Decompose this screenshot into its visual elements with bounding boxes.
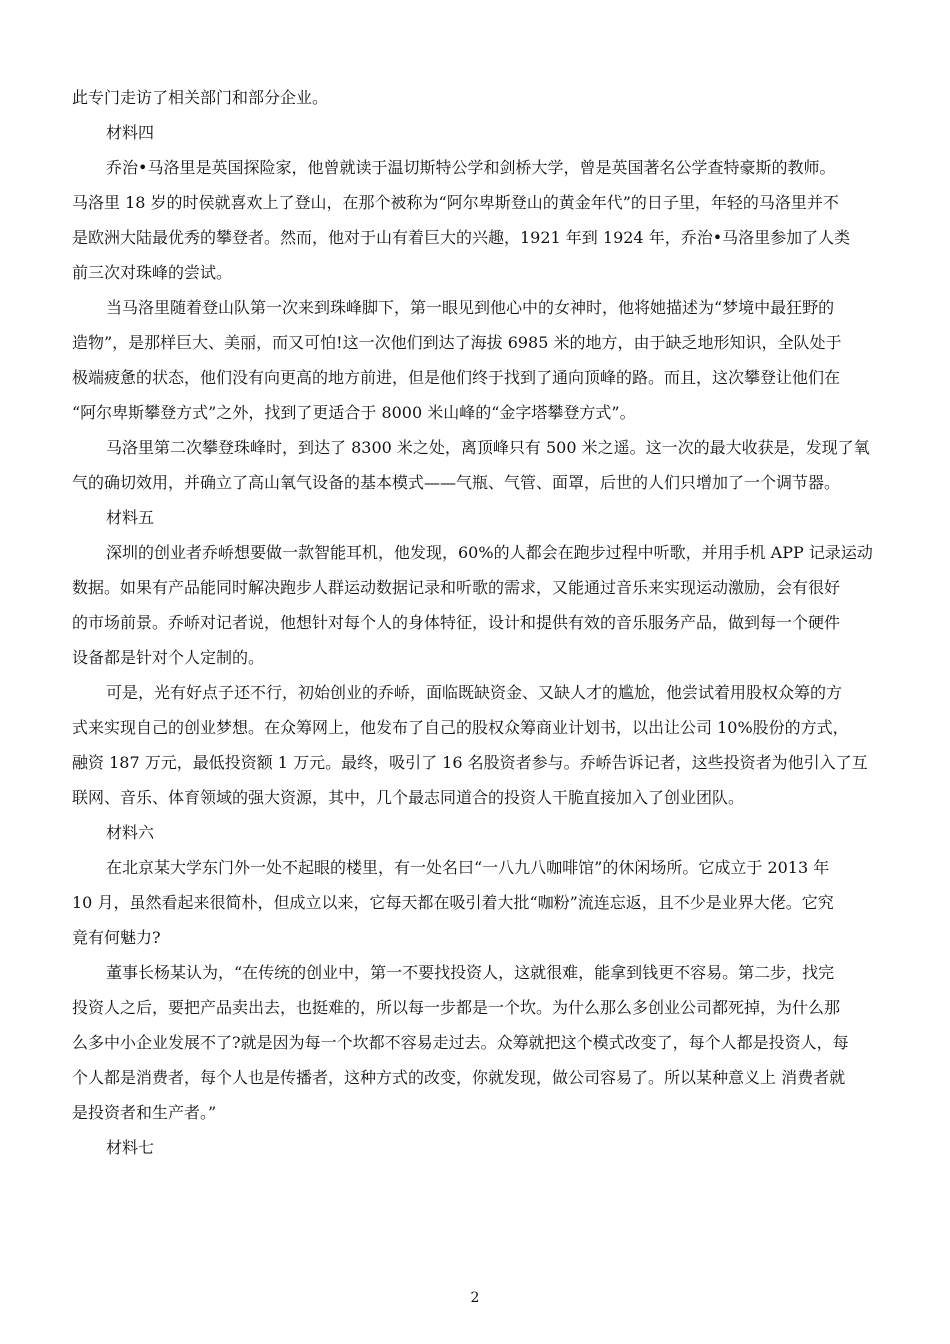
text-line: 投资人之后，要把产品卖出去，也挺难的，所以每一步都是一个坎。为什么那么多创业公司都死掉，为什么那 <box>72 998 841 1017</box>
text-line: 深圳的创业者乔峤想要做一款智能耳机，他发现，60%的人都会在跑步过程中听歌，并用手机 APP 记录运动 <box>106 543 873 562</box>
text-line: 极端疲惫的状态，他们没有向更高的地方前进，但是他们终于找到了通向顶峰的路。而且，这次攀登让他们在 <box>72 368 841 387</box>
text-line: 此专门走访了相关部门和部分企业。 <box>72 88 329 107</box>
page-number: 2 <box>470 1290 480 1306</box>
text-line: 当马洛里随着登山队第一次来到珠峰脚下，第一眼见到他心中的女神时，他将她描述为“梦境中最狂野的 <box>106 298 835 317</box>
text-line: 气的确切效用，并确立了高山氧气设备的基本模式——气瓶、气管、面罩，后世的人们只增加了一个调节器。 <box>72 473 841 492</box>
text-line: 式来实现自己的创业梦想。在众筹网上，他发布了自己的股权众筹商业计划书，以出让公司 10%股份的方式， <box>72 718 849 737</box>
text-line: 在北京某大学东门外一处不起眼的楼里，有一处名曰“一八九八咖啡馆”的休闲场所。它成立于 2013 年 <box>106 858 830 877</box>
document-body <box>72 80 884 1165</box>
text-line: 材料五 <box>106 508 155 527</box>
text-line: 是投资者和生产者。” <box>72 1103 217 1122</box>
text-line: 材料四 <box>106 123 155 142</box>
text-line: 马洛里第二次攀登珠峰时，到达了 8300 米之处，离顶峰只有 500 米之遥。这一次的最大收获是，发现了氧 <box>106 438 870 457</box>
text-line: 竟有何魅力? <box>72 928 161 947</box>
text-line: 联网、音乐、体育领域的强大资源，其中，几个最志同道合的投资人干脆直接加入了创业团队。 <box>72 788 745 807</box>
text-line: 董事长杨某认为，“在传统的创业中，第一不要找投资人，这就很难，能拿到钱更不容易。第二步，找完 <box>106 963 835 982</box>
text-line: 个人都是消费者，每个人也是传播者，这种方式的改变，你就发现，做公司容易了。所以某种意义上 消费者就 <box>72 1068 846 1087</box>
text-line: 的市场前景。乔峤对记者说，他想针对每个人的身体特征，设计和提供有效的音乐服务产品，做到每一个硬件 <box>72 613 841 632</box>
text-line: 造物”，是那样巨大、美丽，而又可怕!这一次他们到达了海拔 6985 米的地方，由于缺乏地形知识，全队处于 <box>72 333 842 352</box>
text-line: 乔治•马洛里是英国探险家，他曾就读于温切斯特公学和剑桥大学，曾是英国著名公学查特豪斯的教师。 <box>106 158 836 177</box>
text-line: 么多中小企业发展不了?就是因为每一个坎都不容易走过去。众筹就把这个模式改变了，每个人都是投资人，每 <box>72 1033 849 1052</box>
text-line: 数据。如果有产品能同时解决跑步人群运动数据记录和听歌的需求，又能通过音乐来实现运动激励，会有很好 <box>72 578 841 597</box>
text-line: “阿尔卑斯攀登方式”之外，找到了更适合于 8000 米山峰的“金字塔攀登方式”。 <box>72 403 636 422</box>
text-line: 是欧洲大陆最优秀的攀登者。然而，他对于山有着巨大的兴趣，1921 年到 1924 年，乔治•马洛里参加了人类 <box>72 228 851 247</box>
text-line: 融资 187 万元，最低投资额 1 万元。最终，吸引了 16 名股资者参与。乔峤告诉记者，这些投资者为他引入了互 <box>72 753 868 772</box>
text-line: 材料六 <box>106 823 155 842</box>
text-line: 马洛里 18 岁的时侯就喜欢上了登山，在那个被称为“阿尔卑斯登山的黄金年代”的日子里，年轻的马洛里并不 <box>72 193 839 212</box>
text-line: 可是，光有好点子还不行，初始创业的乔峤，面临既缺资金、又缺人才的尴尬，他尝试着用股权众筹的方 <box>106 683 843 702</box>
text-line: 10 月，虽然看起来很简朴，但成立以来，它每天都在吸引着大批“咖粉”流连忘返，且不少是业界大佬。它究 <box>72 893 834 912</box>
text-line: 材料七 <box>106 1138 155 1157</box>
text-line: 设备都是针对个人定制的。 <box>72 648 265 667</box>
text-line: 前三次对珠峰的尝试。 <box>72 263 233 282</box>
